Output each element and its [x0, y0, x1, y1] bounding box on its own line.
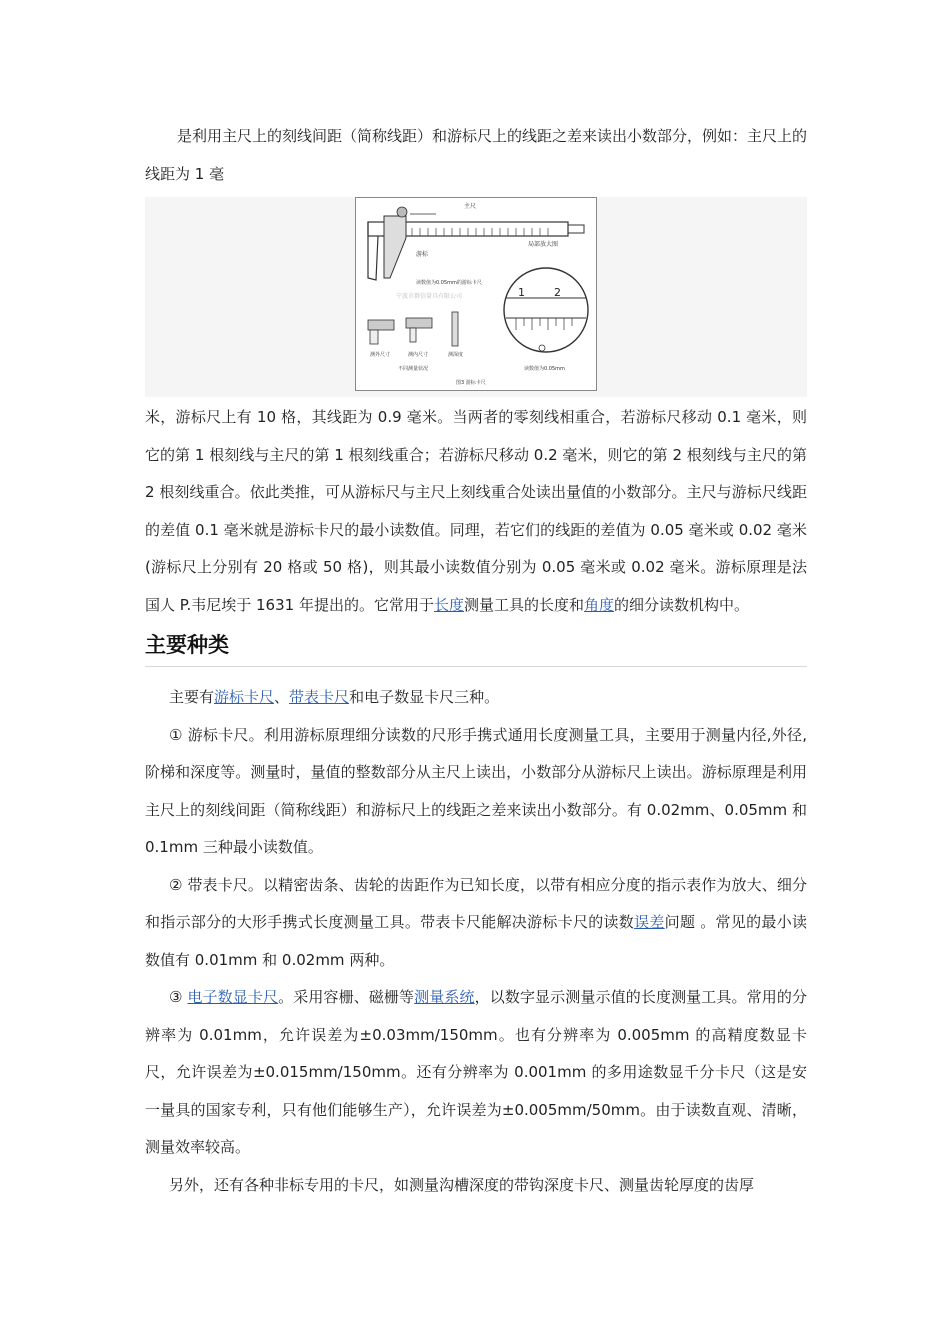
- label-measure-inner: 测内尺寸: [408, 352, 429, 358]
- paragraph-principle-text-b: 测量工具的长度和: [463, 595, 584, 614]
- paragraph-digital-text-c: ，以数字显示测量示值的长度测量工具。常用的分辨率为 0.01mm，允许误差为±0.03mm/150mm。也有分辨率为 0.005mm 的高精度数显卡尺，允许误差为±0.015mm/150mm。还有分辨率为 0.001mm 的多用途数显千分卡尺（这是安一量具的国家专利，只有他们能够生产），允许误差为±0.005mm/50mm。由于读数直观、清晰，测量效率较高。: [145, 988, 807, 1156]
- link-measurement-system[interactable]: 测量系统: [414, 988, 475, 1006]
- paragraph-dial-text-b: 问题 。常见的最小读数值有 0.01mm 和 0.02mm 两种。: [145, 913, 807, 969]
- scale-label-2: 2: [554, 286, 561, 299]
- intro-paragraph: [145, 118, 807, 193]
- label-magnify: 局部放大图: [528, 241, 559, 248]
- label-measure-depth: 测深度: [448, 352, 464, 358]
- link-angle[interactable]: 角度: [584, 595, 615, 614]
- paragraph-types-text-b: 和电子数显卡尺三种。: [349, 688, 500, 706]
- scale-label-1: 1: [518, 286, 525, 299]
- paragraph-digital: [145, 979, 807, 1167]
- paragraph-dial: [145, 867, 807, 980]
- paragraph-other-text: 另外，还有各种非标专用的卡尺，如测量沟槽深度的带钩深度卡尺、测量齿轮厚度的齿厚: [169, 1175, 755, 1194]
- paragraph-dial-text: ② 带表卡尺。以精密齿条、齿轮的齿距作为已知长度，以带有相应分度的指示表作为放大、细分和指示部分的大形手携式长度测量工具。带表卡尺能解决游标卡尺的读数: [145, 875, 807, 931]
- label-reading-1: 读数值为0.05mm的游标卡尺: [416, 280, 482, 286]
- paragraph-vernier-text: ① 游标卡尺。利用游标原理细分读数的尺形手携式通用长度测量工具，主要用于测量内径,外径,阶梯和深度等。测量时，量值的整数部分从主尺上读出，小数部分从游标尺上读出。游标原理是利用主尺上的刻线间距（简称线距）和游标尺上的线距之差来读出小数部分。有 0.02mm、0.05mm 和 0.1mm 三种最小读数值。: [145, 725, 807, 856]
- link-vernier-caliper[interactable]: 游标卡尺: [214, 688, 275, 706]
- label-company: 宁波市群信量具有限公司: [396, 293, 463, 300]
- document-body: [145, 118, 807, 1204]
- paragraph-principle-text-c: 的细分读数机构中。: [614, 595, 750, 614]
- paragraph-principle-text: 米，游标尺上有 10 格，其线距为 0.9 毫米。当两者的零刻线相重合，若游标尺移动 0.1 毫米，则它的第 1 根刻线与主尺的第 1 根刻线重合；若游标尺移动 0.2 毫米，则它的第 2 根刻线与主尺的第 2 根刻线重合。依此类推，可从游标尺与主尺上刻线重合处读出量值的小数部分。主尺与游标尺线距的差值 0.1 毫米就是游标卡尺的最小读数值。同理，若它们的线距的差值为 0.05 毫米或 0.02 毫米(游标尺上分别有 20 格或 50 格)，则其最小读数值分别为 0.05 毫米或 0.02 毫米。游标原理是法国人 P.韦尼埃于 1631 年提出的。它常用于: [145, 408, 807, 614]
- caliper-figure: [355, 197, 597, 391]
- paragraph-vernier: [145, 717, 807, 867]
- paragraph-digital-prefix: ③: [169, 988, 188, 1006]
- intro-text: 是利用主尺上的刻线间距（简称线距）和游标尺上的线距之差来读出小数部分，例如：主尺上的线距为 1 毫: [145, 127, 808, 183]
- link-digital-caliper[interactable]: 电子数显卡尺: [187, 988, 279, 1006]
- section-divider: [145, 666, 807, 667]
- section-heading: 主要种类: [145, 633, 229, 657]
- paragraph-types: [145, 679, 807, 717]
- link-error[interactable]: 误差: [634, 913, 665, 931]
- link-dial-caliper[interactable]: 带表卡尺: [289, 688, 350, 706]
- figure-caption: 图3 游标卡尺: [456, 380, 486, 386]
- label-reading-2: 读数值为0.05mm: [524, 366, 565, 372]
- magnifier-circle: [504, 268, 588, 352]
- label-different: 不同测量状况: [398, 366, 429, 372]
- figure-container: [145, 197, 807, 397]
- caliper-diagram: [356, 198, 596, 390]
- paragraph-digital-text: 。采用容栅、磁栅等: [278, 988, 415, 1006]
- separator: 、: [274, 688, 290, 706]
- label-vernier: 游标: [416, 251, 429, 258]
- paragraph-types-text: 主要有: [169, 688, 215, 706]
- label-main-scale: 主尺: [464, 203, 477, 210]
- label-measure-outer: 测外尺寸: [370, 352, 391, 358]
- link-length[interactable]: 长度: [433, 595, 464, 614]
- paragraph-other: [145, 1167, 807, 1205]
- paragraph-principle: [145, 399, 807, 624]
